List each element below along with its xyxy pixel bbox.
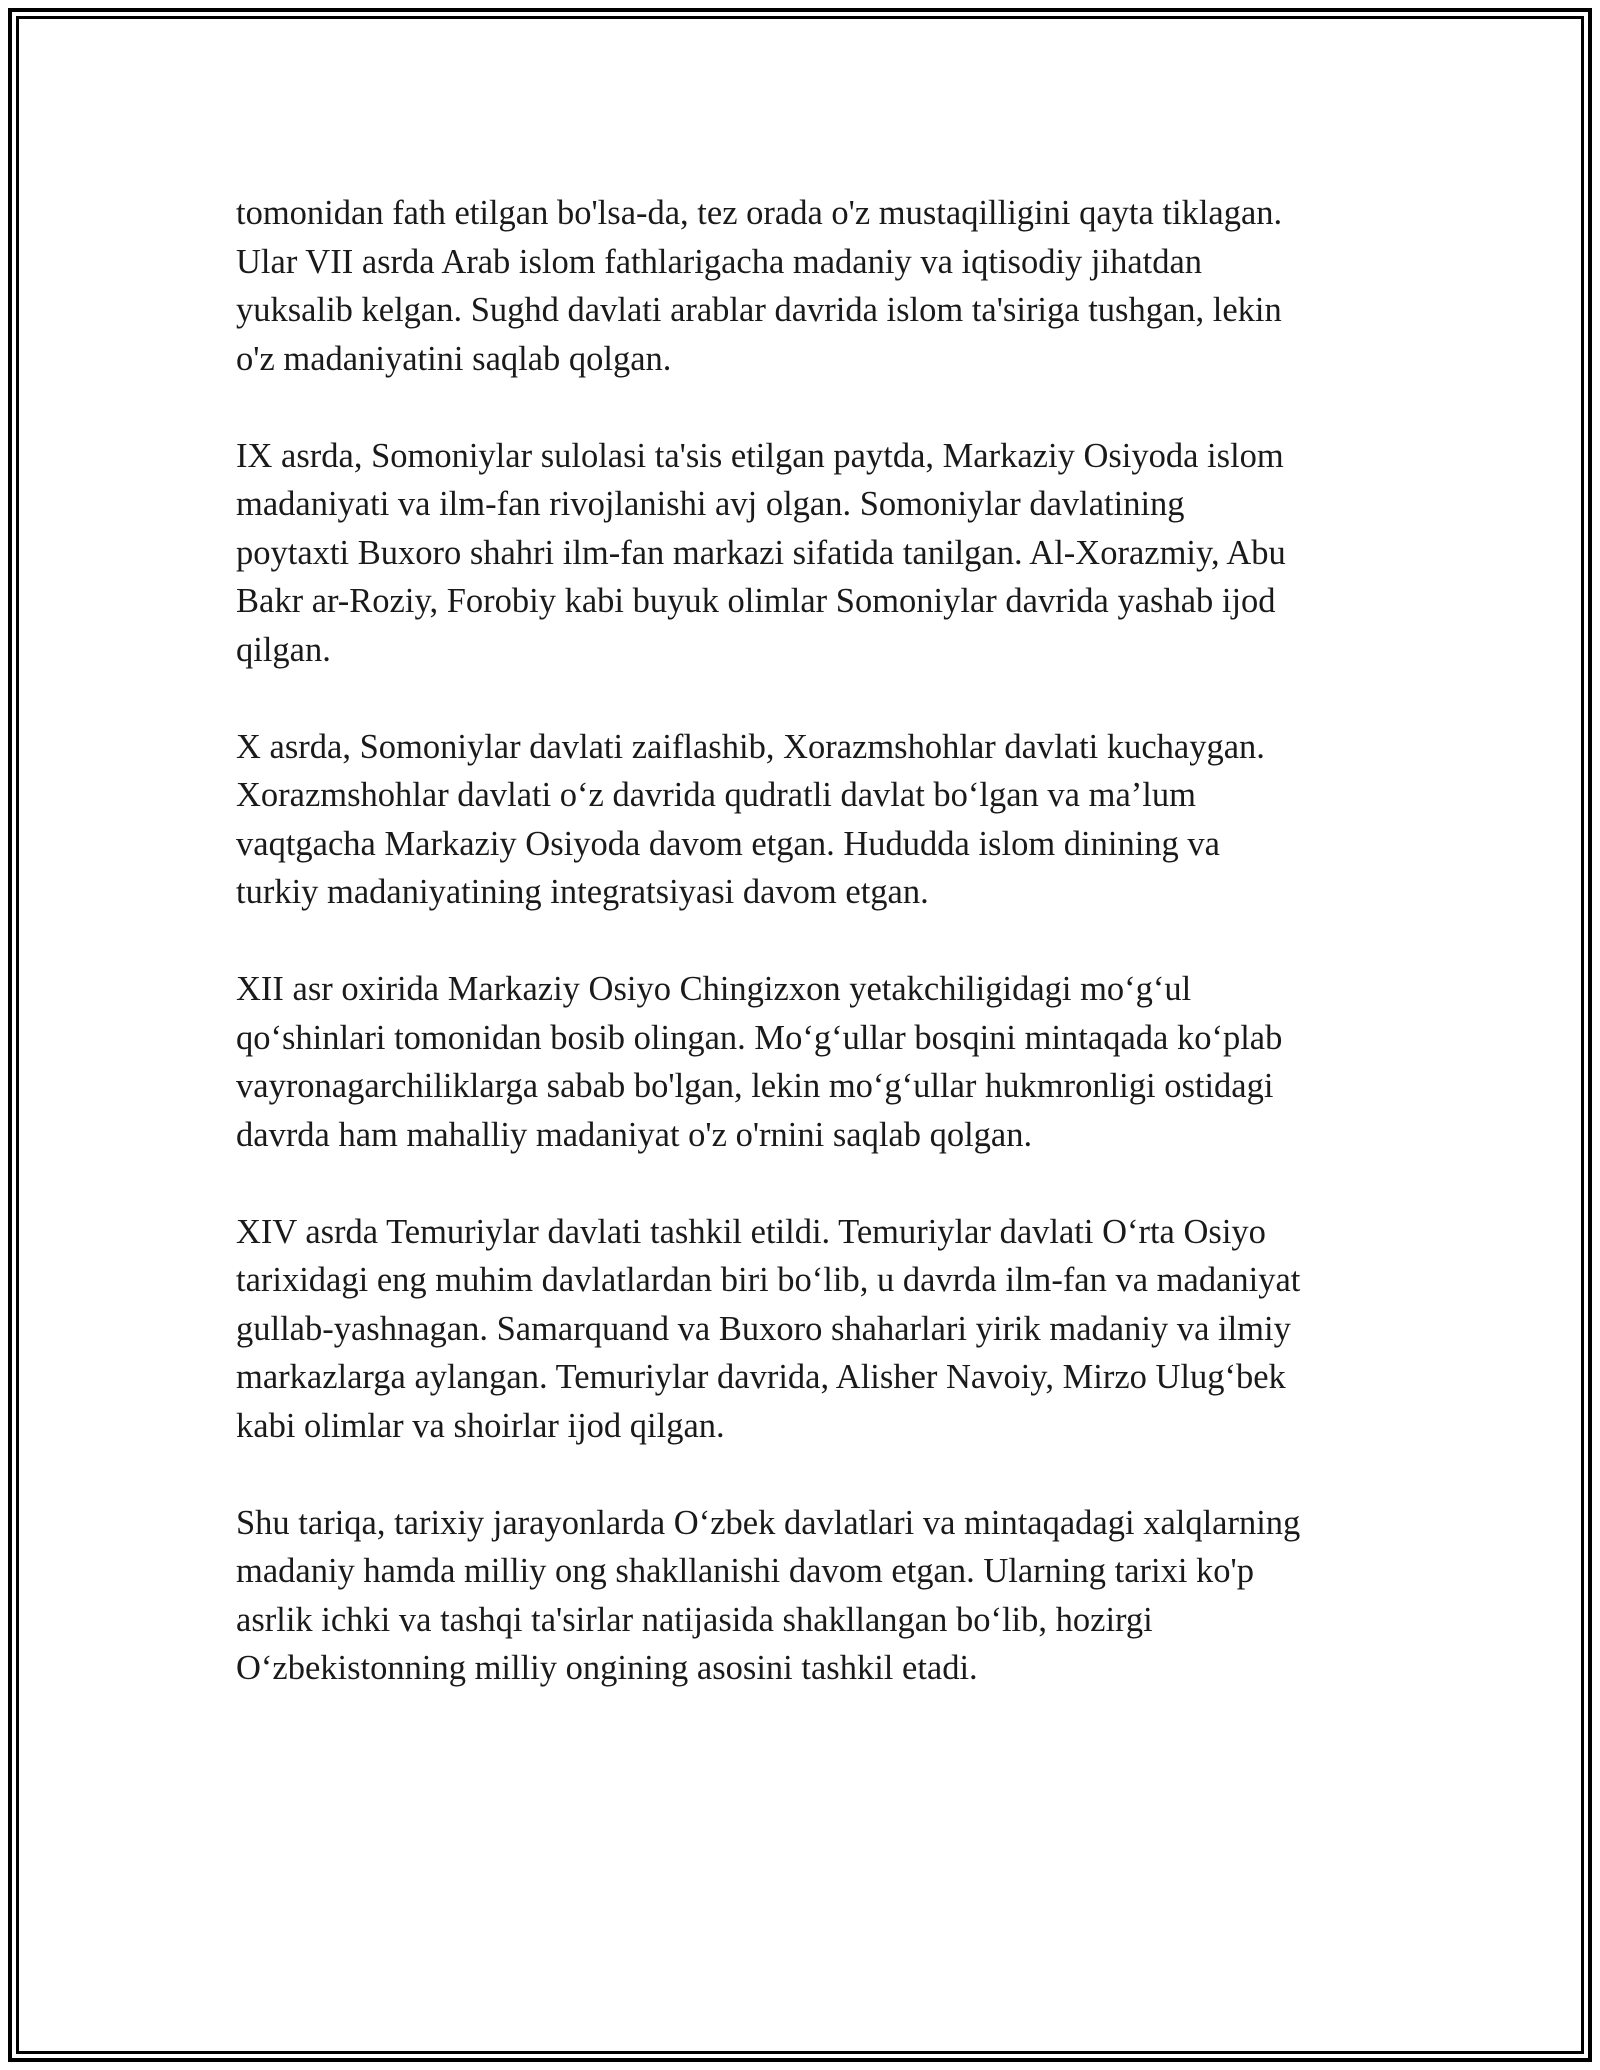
paragraph-conclusion — [236, 1499, 1386, 1693]
text-line: gullab-yashnagan. Samarquand va Buxoro shaharlari yirik madaniy va ilmiy — [236, 1309, 1291, 1348]
text-line: madaniyati va ilm-fan rivojlanishi avj olgan. Somoniylar davlatining — [236, 485, 1185, 523]
paragraph-xorazmshohlar — [236, 723, 1386, 917]
text-line: tarixidagi eng muhim davlatlardan biri bo‘lib, u davrda ilm-fan va madaniyat — [236, 1261, 1301, 1299]
text-line: davrda ham mahalliy madaniyat o'z o'rnini saqlab qolgan. — [236, 1115, 1033, 1154]
text-line: turkiy madaniyatining integratsiyasi davom etgan. — [236, 873, 929, 911]
text-line: yuksalib kelgan. Sughd davlati arablar davrida islom ta'siriga tushgan, lekin — [236, 291, 1282, 329]
text-line: asrlik ichki va tashqi ta'sirlar natijasida shakllangan bo‘lib, hozirgi — [236, 1600, 1153, 1639]
text-line: markazlarga aylangan. Temuriylar davrida, Alisher Navoiy, Mirzo Ulug‘bek — [236, 1358, 1286, 1396]
text-line: qilgan. — [236, 630, 331, 669]
paragraph-mongol-invasion — [236, 965, 1386, 1159]
paragraph-sughd — [236, 189, 1386, 383]
text-line: kabi olimlar va shoirlar ijod qilgan. — [236, 1406, 725, 1445]
text-line: tomonidan fath etilgan bo'lsa-da, tez orada o'z mustaqilligini qayta tiklagan. — [236, 194, 1283, 232]
text-line: X asrda, Somoniylar davlati zaiflashib, Xorazmshohlar davlati kuchaygan. — [236, 727, 1265, 766]
text-line: O‘zbekistonning milliy ongining asosini tashkil etadi. — [236, 1649, 978, 1687]
text-line: qo‘shinlari tomonidan bosib olingan. Mo‘g‘ullar bosqini mintaqada ko‘plab — [236, 1018, 1283, 1057]
paragraph-somoniylar — [236, 432, 1386, 675]
text-line: o'z madaniyatini saqlab qolgan. — [236, 339, 672, 378]
text-line: Shu tariqa, tarixiy jarayonlarda O‘zbek davlatlari va mintaqadagi xalqlarning — [236, 1503, 1301, 1542]
text-line: Ular VII asrda Arab islom fathlarigacha madaniy va iqtisodiy jihatdan — [236, 242, 1203, 281]
text-line: Xorazmshohlar davlati o‘z davrida qudratli davlat bo‘lgan va ma’lum — [236, 776, 1196, 814]
text-line: XII asr oxirida Markaziy Osiyo Chingizxon yetakchiligidagi mo‘g‘ul — [236, 970, 1192, 1008]
text-line: madaniy hamda milliy ong shakllanishi davom etgan. Ularning tarixi ko'p — [236, 1552, 1255, 1590]
paragraph-temuriylar — [236, 1208, 1386, 1451]
text-line: XIV asrda Temuriylar davlati tashkil etildi. Temuriylar davlati O‘rta Osiyo — [236, 1212, 1266, 1251]
text-line: IX asrda, Somoniylar sulolasi ta'sis etilgan paytda, Markaziy Osiyoda islom — [236, 436, 1284, 475]
text-line: Bakr ar-Roziy, Forobiy kabi buyuk olimlar Somoniylar davrida yashab ijod — [236, 582, 1276, 620]
text-line: poytaxti Buxoro shahri ilm-fan markazi sifatida tanilgan. Al-Xorazmiy, Abu — [236, 533, 1286, 572]
text-line: vaqtgacha Markaziy Osiyoda davom etgan. Hududda islom dinining va — [236, 824, 1220, 863]
document-body — [236, 189, 1386, 1741]
text-line: vayronagarchiliklarga sabab bo'lgan, lekin mo‘g‘ullar hukmronligi ostidagi — [236, 1067, 1274, 1105]
